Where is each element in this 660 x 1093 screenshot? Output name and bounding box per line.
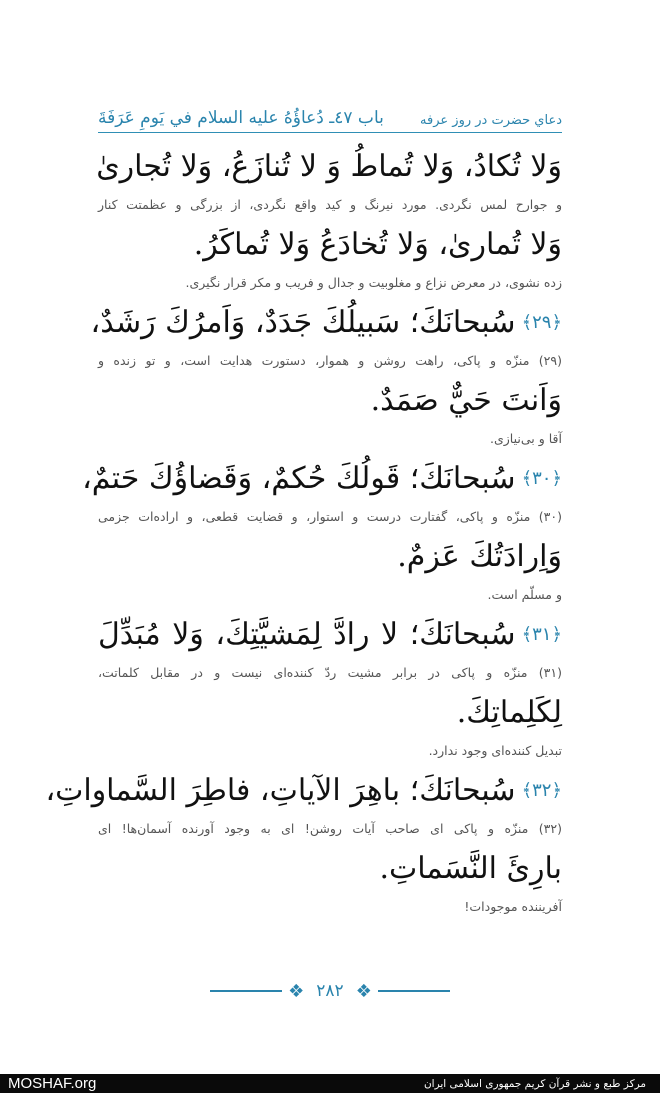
ornament-icon: ❖ [355, 980, 372, 1002]
section-title: دعاي حضرت در روز عرفه [420, 113, 562, 128]
arabic-line: وَلا تُكادُ، وَلا تُماطُ وَ لا تُنازَعُ، وَلا تُجارىٰ [96, 149, 562, 184]
arabic-verse-text: سُبحانَكَ؛ لا رادَّ لِمَشيَّتِكَ، وَلا مُبَدِّلَ [98, 617, 516, 652]
arabic-line [82, 454, 562, 506]
translation-line: (۳۱) منزّه و پاکی در برابر مشیت ردّ کننده‌ای نیست و در مقابل کلماتت، [98, 665, 562, 680]
page-footer [0, 976, 660, 1006]
verse-number-29: ﴿٢٩﴾ [521, 312, 562, 333]
arabic-verse-text: سُبحانَكَ؛ قَولُكَ حُكمٌ، وَقَضاؤُكَ حَتمٌ، [82, 461, 516, 496]
prayer-text [45, 142, 562, 922]
arabic-verse-text: سُبحانَكَ؛ سَبيلُكَ جَدَدٌ، وَاَمرُكَ رَشَدٌ، [90, 305, 516, 340]
publisher-credit: مرکز طبع و نشر قرآن کریم جمهوری اسلامی ایران [423, 1077, 646, 1090]
translation-line: (۳۰) منزّه و پاکی، گفتارت درست و استوار، و قضایت قطعی، و اراده‌ات جزمی [98, 509, 562, 524]
arabic-line [45, 766, 562, 818]
arabic-line: وَاِرادَتُكَ عَزمٌ. [397, 539, 562, 574]
arabic-verse-text: سُبحانَكَ؛ باهِرَ الآياتِ، فاطِرَ السَّماواتِ، [45, 773, 516, 808]
translation-line: زده نشوی، در معرض نزاع و مغلوبیت و جدال و فریب و مکر قرار نگیری. [185, 275, 562, 290]
arabic-line: وَلا تُمارىٰ، وَلا تُخادَعُ وَلا تُماكَرُ. [193, 227, 562, 262]
chapter-title: باب ٤٧ـ دُعاؤُهُ عليه السلام في يَومِ عَرَفَةَ [98, 108, 384, 128]
verse-number-30: ﴿٣٠﴾ [521, 468, 562, 489]
arabic-line [98, 610, 562, 662]
translation-line: آفریننده موجودات! [464, 899, 562, 914]
translation-line: و مسلّم است. [487, 587, 562, 602]
page-number: ٢٨٢ [316, 981, 344, 1001]
arabic-line: بارِئَ النَّسَماتِ. [379, 851, 562, 886]
translation-line: آقا و بی‌نیازی. [490, 431, 562, 446]
ornament-line-right [378, 990, 450, 992]
translation-line: و جوارح لمس نگردی. مورد نیرنگ و کید واقع نگردی، از بزرگی و عظمتت کنار [98, 197, 562, 212]
verse-number-32: ﴿٣٢﴾ [521, 780, 562, 801]
ornament-icon: ❖ [288, 980, 305, 1002]
site-logo[interactable]: MOSHAF.org [8, 1075, 97, 1092]
page-header [98, 98, 562, 133]
arabic-line: لِكَلِماتِكَ. [456, 695, 562, 730]
translation-line: (۳۲) منزّه و پاکی ای صاحب آیات روشن! ای به وجود آورنده آسمان‌ها! ای [98, 821, 562, 836]
arabic-line: وَاَنتَ حَيٌّ صَمَدٌ. [370, 383, 562, 418]
translation-line: تبدیل کننده‌ای وجود ندارد. [428, 743, 562, 758]
translation-line: (۲۹) منزّه و پاکی، راهت روشن و هموار، دستورت هدایت است، و تو زنده و [98, 353, 562, 368]
site-footer-bar [0, 1074, 660, 1093]
verse-number-31: ﴿٣١﴾ [521, 624, 562, 645]
ornament-line-left [210, 990, 282, 992]
arabic-line [90, 298, 562, 350]
